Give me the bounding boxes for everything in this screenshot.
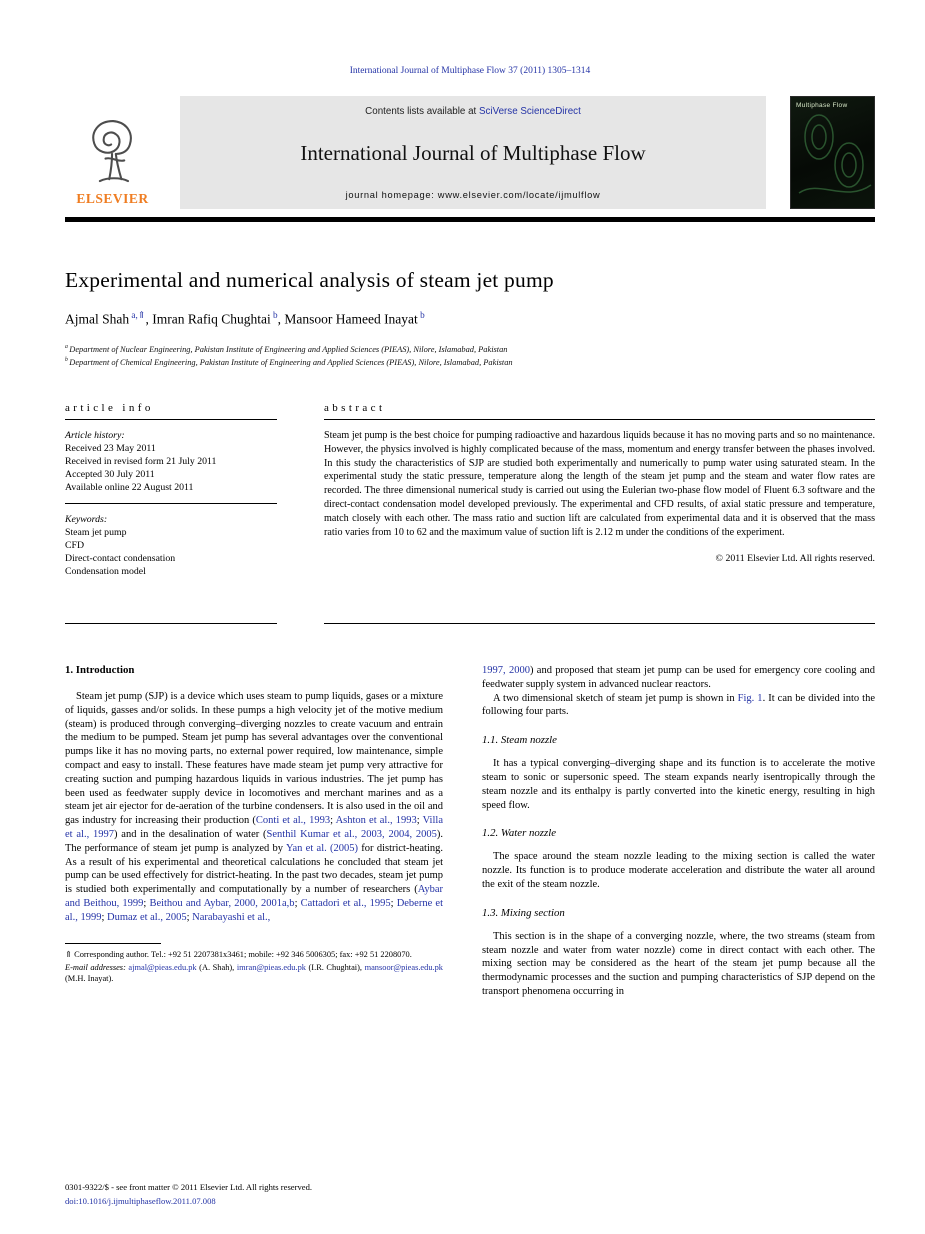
text-run: ;	[101, 911, 107, 923]
text-run: b	[417, 310, 425, 320]
text-run: Ajmal Shah	[65, 311, 130, 327]
journal-title: International Journal of Multiphase Flow	[300, 141, 646, 165]
text-run: ) and in the desalination of water (	[114, 829, 267, 841]
journal-masthead	[65, 96, 875, 209]
doi-link[interactable]: doi:10.1016/j.ijmultiphaseflow.2011.07.008	[65, 1195, 216, 1206]
keyword: Direct-contact condensation	[65, 553, 176, 565]
text-run: Department of Chemical Engineering, Pakistan Institute of Engineering and Applied Sciences (PIEAS), Nilore, Islamabad, Pakistan	[69, 357, 513, 367]
page-footer	[65, 1181, 312, 1208]
text-run: Steam jet pump (SJP) is a device which uses steam to pump liquids, gases or a mixture of liquids, gasses and/or solids. In these pumps a high velocity jet of the motive medium (steam) is produced through converging–diverging nozzles to create vacuum and entrain the medium to be pumped. Steam jet pump has several advantages over the conventional pumps like it has no moving parts, no external power required, low maintenance, simple compact and easy to install. These features have made steam jet pump very attractive for creating suction and pumping hazardous liquids in various industries. The jet pump has been used as feedwater supply device in locomotives and merchant marines and as a steam jet air ejector for de-aeration of the turbine condensers. It is also used in the oil and gas industry for increasing their production (	[65, 691, 443, 827]
text-run: ;	[294, 898, 301, 910]
article-body	[65, 664, 875, 999]
affiliation-a	[65, 342, 875, 355]
section-1-3-heading: 1.3. Mixing section	[482, 906, 565, 919]
citation-link[interactable]: Deberne et al., 1999	[65, 898, 443, 923]
contents-line	[188, 106, 758, 117]
journal-citation-header: International Journal of Multiphase Flow 37 (2011) 1305–1314	[349, 66, 591, 76]
body-left-column	[65, 664, 443, 999]
text-run: A two dimensional sketch of steam jet pump is shown in	[493, 692, 738, 704]
text-run: , Mansoor Hameed Inayat	[277, 311, 418, 327]
citation-link[interactable]: ajmal@pieas.edu.pk	[128, 962, 197, 972]
footnote-rule	[65, 943, 161, 944]
text-run: for district-heating. As a result of his experimental and theoretical calculations he concluded that steam jet pump can be used effectively for district-heating. In the past two decades, steam jet pump is studied both experimentally and computationally by a number of researchers (	[65, 842, 444, 896]
citation-link[interactable]: Conti et al., 1993	[255, 815, 331, 827]
citation-link[interactable]: Beithou and Aybar, 2000, 2001a,b	[149, 898, 295, 910]
cover-title: Multiphase Flow	[796, 102, 848, 109]
elsevier-logo	[65, 96, 160, 209]
article-title: Experimental and numerical analysis of steam jet pump	[65, 268, 554, 292]
article-info-column	[65, 402, 277, 624]
abstract-heading: abstract	[324, 402, 875, 420]
text-run: ;	[186, 911, 193, 923]
abstract-copyright: © 2011 Elsevier Ltd. All rights reserved.	[715, 553, 875, 565]
affiliations	[65, 342, 875, 369]
citation-link[interactable]: Yan et al. (2005)	[285, 842, 359, 854]
text-run: ;	[143, 898, 150, 910]
text-run: ;	[390, 898, 397, 910]
affiliation-b	[65, 355, 875, 368]
article-info-heading: article info	[65, 402, 277, 420]
text-run: , Imran Rafiq Chughtai	[145, 311, 271, 327]
continuation-paragraph	[482, 664, 875, 692]
section-1-2-heading: 1.2. Water nozzle	[482, 827, 556, 840]
text-run: (A. Shah),	[196, 962, 237, 972]
text-run: ;	[416, 815, 423, 827]
elsevier-logo-text: ELSEVIER	[76, 191, 149, 206]
history-online: Available online 22 August 2011	[65, 482, 194, 494]
keyword: CFD	[65, 540, 85, 552]
citation-link[interactable]: mansoor@pieas.edu.pk	[364, 962, 443, 972]
section-1-1-heading: 1.1. Steam nozzle	[482, 734, 557, 747]
contents-prefix: Contents lists available at	[365, 106, 479, 117]
citation-link[interactable]: Narabayashi et al.,	[192, 911, 271, 923]
text-run: b	[65, 356, 70, 363]
citation-link[interactable]: Dumaz et al., 2005	[107, 911, 187, 923]
mixing-section-paragraph: This section is in the shape of a converging nozzle, where, the two streams (steam from steam nozzle and water from water nozzle) come in direct contact with each other. The mixing section may be considered as the heart of the steam jet pump because all the thermodynamic processes and the suction and pumping characteristics of SJP depend on the transport phenomena occurring in	[482, 930, 875, 998]
citation-link[interactable]: Aybar and Beithou, 1999	[65, 884, 443, 910]
citation-link[interactable]: Senthil Kumar et al., 2003, 2004, 2005	[266, 829, 437, 841]
history-accepted: Accepted 30 July 2011	[65, 469, 155, 481]
abstract-text: Steam jet pump is the best choice for pumping radioactive and hazardous liquids because it has no moving parts and so no maintenance. However, the physics involved is highly complicated because of the mass, momentum and energy transfer between the phases involved. In this study the characteristics of SJP are studied both experimentally and numerically to pump water using saturated steam. In the experimental study the static pressure, temperature along the length of the steam jet pump and the steam and water flow rates are recorded. The three dimensional numerical study is carried out using the Eulerian two-phase flow model of Fluent 6.3 software and the direct-contact condensation model developed previously. The experimental and CFD results, of axial static pressure and temperature, match closely with each other. The mass ratio and suction lift are calculated from experimental data and it is observed that the mass ratio varies from 10 to 62 and the maximum value of suction lift is 2.12 m under the conditions of the experiment.	[324, 430, 875, 538]
keyword: Steam jet pump	[65, 527, 127, 539]
text-run: ). The performance of steam jet pump is analyzed by	[65, 829, 443, 854]
info-abstract-block	[65, 402, 875, 624]
authors-line	[65, 310, 875, 328]
citation-link[interactable]: 1997, 2000	[482, 665, 530, 677]
text-run: a,⇑	[129, 310, 146, 320]
text-run: (I.R. Chughtai),	[305, 962, 365, 972]
cover-art	[791, 109, 875, 201]
text-run: Department of Nuclear Engineering, Pakistan Institute of Engineering and Applied Sciences (PIEAS), Nilore, Islamabad, Pakistan	[69, 344, 508, 354]
text-run: E-mail addresses:	[65, 962, 129, 972]
citation-link[interactable]: Ashton et al., 1993	[335, 815, 417, 827]
citation-link[interactable]: imran@pieas.edu.pk	[236, 962, 306, 972]
text-run: ;	[330, 815, 336, 827]
citation-link[interactable]: Villa et al., 1997	[65, 815, 443, 841]
masthead-box	[180, 96, 766, 209]
text-run: b	[270, 310, 278, 320]
steam-nozzle-paragraph: It has a typical converging–diverging shape and its function is to accelerate the motive steam to sonic or supersonic speed. The steam expands nearly isentropically through the steam nozzle and its enthalpy is partly converted into the kinetic energy, resulting in high speed flow.	[482, 758, 875, 811]
keywords-label: Keywords:	[65, 514, 108, 526]
corresponding-author-note: ⇑ Corresponding author. Tel.: +92 51 2207381x3461; mobile: +92 346 5006305; fax: +92 51 2208070.	[65, 949, 412, 959]
history-revised: Received in revised form 21 July 2011	[65, 456, 217, 468]
elsevier-tree-icon	[83, 115, 143, 189]
text-run: a	[65, 343, 70, 350]
email-addresses-note	[65, 962, 443, 984]
header-rule	[65, 217, 875, 222]
issn-copyright-line: 0301-9322/$ - see front matter © 2011 Elsevier Ltd. All rights reserved.	[65, 1182, 313, 1192]
footnote-block	[65, 943, 443, 985]
article-history-label: Article history:	[65, 430, 125, 442]
section-1-heading: 1. Introduction	[65, 664, 135, 677]
keyword: Condensation model	[65, 566, 146, 578]
introduction-paragraph	[65, 690, 443, 925]
text-run: ) and proposed that steam jet pump can be used for emergency core cooling and feedwater supply system in advanced nuclear reactors.	[482, 665, 876, 690]
body-right-column	[482, 664, 875, 999]
citation-link[interactable]: Fig. 1	[737, 692, 763, 704]
text-run: . It can be divided into the following four parts.	[482, 692, 875, 718]
citation-link[interactable]: Cattadori et al., 1995	[300, 898, 391, 910]
journal-cover-thumbnail	[790, 96, 875, 209]
journal-homepage-link[interactable]: journal homepage: www.elsevier.com/locate/ijmulflow	[345, 190, 601, 200]
sciverse-sciencedirect-link[interactable]: SciVerse ScienceDirect	[478, 106, 581, 117]
text-run: (M.H. Inayat).	[65, 974, 114, 984]
water-nozzle-paragraph: The space around the steam nozzle leading to the mixing section is called the water nozzle. Its function is to produce moderate acceleration and distribute the water all around the exit of the steam nozzle.	[482, 851, 875, 891]
history-received: Received 23 May 2011	[65, 443, 156, 455]
abstract-column	[324, 402, 875, 624]
divider	[65, 503, 277, 504]
sketch-paragraph	[482, 692, 875, 720]
